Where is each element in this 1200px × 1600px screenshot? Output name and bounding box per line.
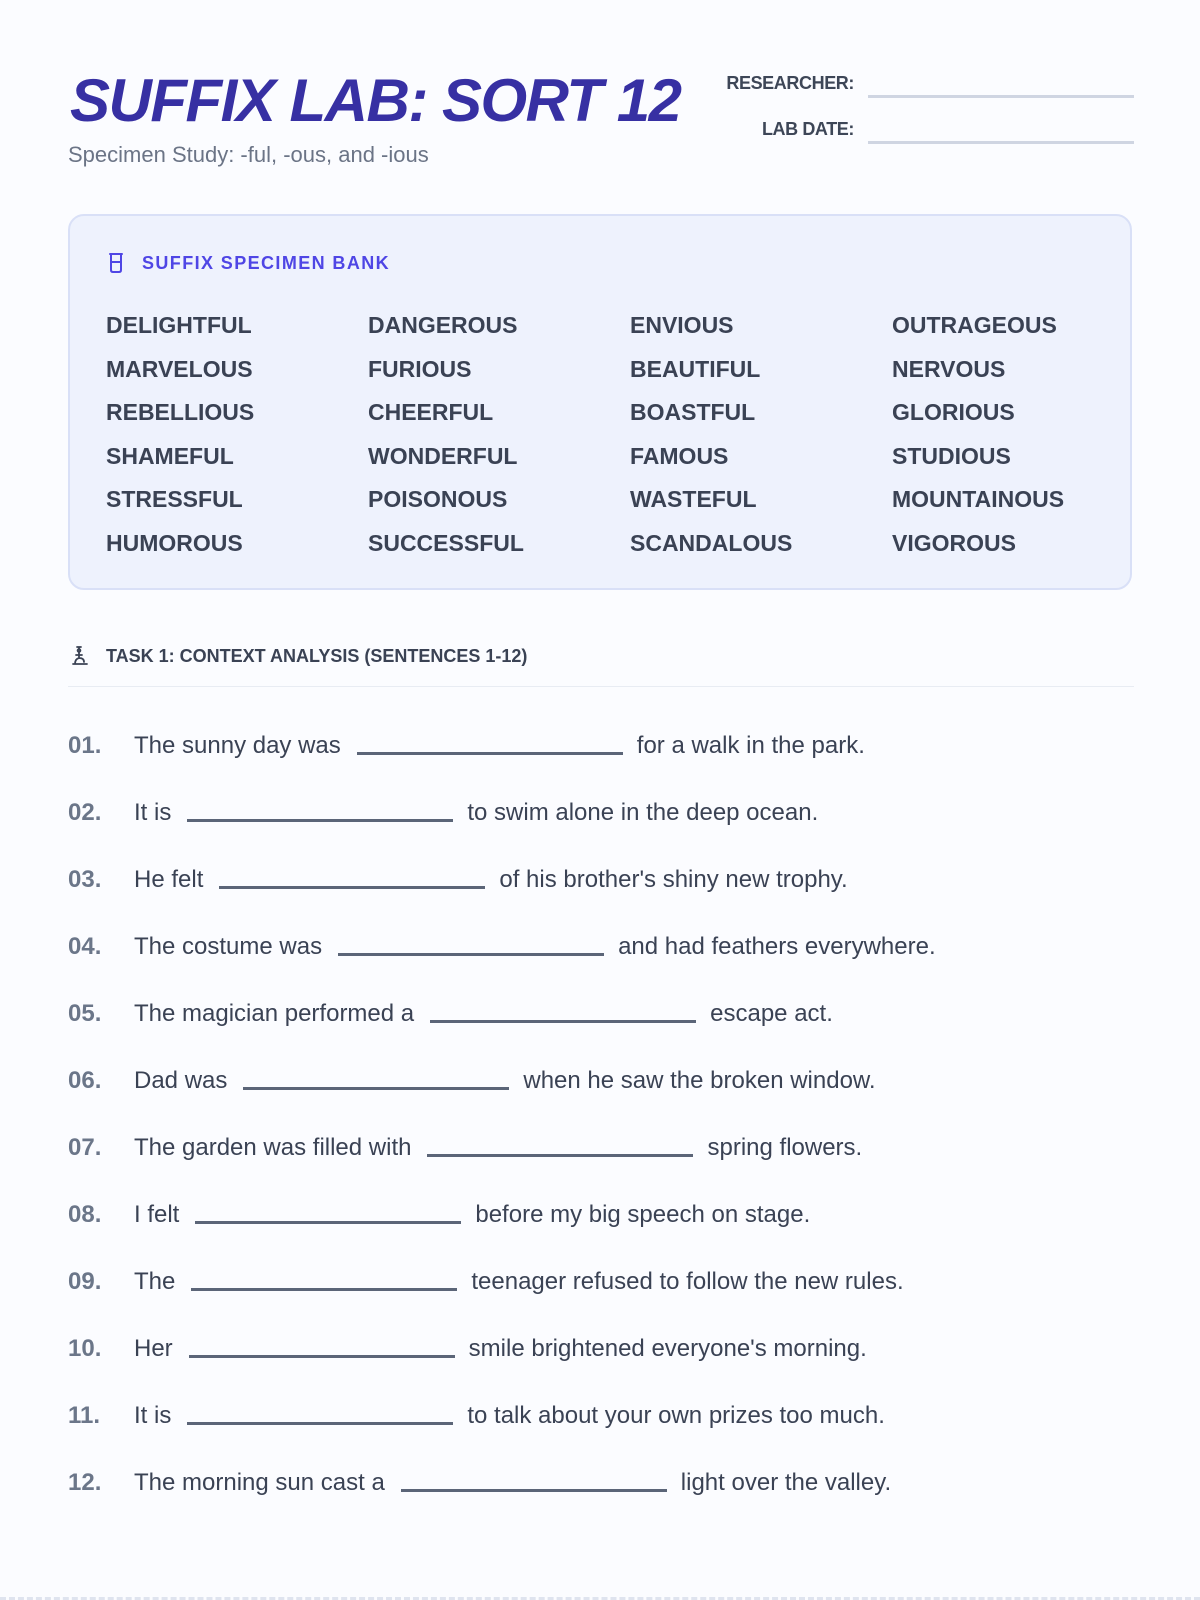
- word-bank-item: OUTRAGEOUS: [892, 312, 1057, 338]
- answer-blank[interactable]: [187, 819, 453, 822]
- word-bank-item: SUCCESSFUL: [368, 529, 524, 556]
- word-bank-item: ENVIOUS: [630, 312, 734, 338]
- sentence-text-after: before my big speech on stage.: [475, 1200, 811, 1228]
- sentence-text-before: The sunny day was: [134, 731, 341, 759]
- word-bank-item: POISONOUS: [368, 486, 508, 512]
- worksheet-page: [68, 0, 1134, 1496]
- word-bank-item: MOUNTAINOUS: [892, 486, 1065, 512]
- sentence-row: [68, 1382, 1134, 1449]
- word-bank-item: CHEERFUL: [368, 399, 494, 425]
- word-bank-item: GLORIOUS: [892, 399, 1015, 425]
- word-bank-item: BEAUTIFUL: [630, 355, 761, 382]
- sentence-text-before: Her: [134, 1334, 173, 1362]
- sentence-text-before: It is: [134, 798, 172, 826]
- sentence-text-before: It is: [134, 1401, 172, 1429]
- sentence-row: [68, 1449, 1134, 1516]
- header-fields: [714, 66, 1134, 158]
- sentence-number: 05.: [68, 999, 102, 1027]
- word-bank-item: MARVELOUS: [106, 355, 253, 382]
- sentence-list: [68, 712, 1134, 1516]
- answer-blank[interactable]: [430, 1020, 696, 1023]
- answer-blank[interactable]: [243, 1087, 509, 1090]
- sentence-text-before: The: [134, 1267, 176, 1295]
- task-header: [68, 644, 1134, 668]
- sentence-text-before: The costume was: [134, 932, 323, 960]
- sentence-row: [68, 980, 1134, 1047]
- sentence-text-after: teenager refused to follow the new rules.: [471, 1267, 904, 1295]
- word-bank-item: BOASTFUL: [630, 399, 756, 425]
- sentence-row: [68, 1047, 1134, 1114]
- sentence-number: 10.: [68, 1334, 102, 1362]
- word-bank-item: STRESSFUL: [106, 486, 243, 512]
- sentence-row: [68, 1181, 1134, 1248]
- sentence-row: [68, 913, 1134, 980]
- sentence-text-after: of his brother's shiny new trophy.: [499, 865, 848, 893]
- sentence-text-before: The morning sun cast a: [134, 1468, 385, 1496]
- word-bank-item: DELIGHTFUL: [106, 312, 252, 338]
- word-bank-item: SCANDALOUS: [630, 529, 793, 556]
- lab-date-label: LAB DATE:: [761, 119, 854, 139]
- word-bank-item: VIGOROUS: [892, 529, 1016, 556]
- sentence-number: 03.: [68, 865, 102, 893]
- lab-date-field-row: [714, 112, 1134, 146]
- researcher-field-row: [714, 66, 1134, 100]
- specimen-bank: [68, 214, 1132, 590]
- answer-blank[interactable]: [189, 1355, 455, 1358]
- answer-blank[interactable]: [357, 752, 623, 755]
- researcher-label: RESEARCHER:: [726, 73, 854, 93]
- sentence-number: 09.: [68, 1267, 102, 1295]
- word-bank-item: FURIOUS: [368, 355, 472, 382]
- sentence-text-after: and had feathers everywhere.: [618, 932, 936, 960]
- sentence-row: [68, 1114, 1134, 1181]
- sentence-row: [68, 1315, 1134, 1382]
- answer-blank[interactable]: [219, 886, 485, 889]
- sentence-number: 04.: [68, 932, 102, 960]
- sentence-number: 01.: [68, 731, 102, 759]
- sentence-row: [68, 846, 1134, 913]
- word-bank-item: REBELLIOUS: [106, 399, 255, 425]
- microscope-icon: [68, 644, 92, 668]
- lab-date-field[interactable]: [868, 141, 1134, 144]
- specimen-bank-header: [106, 252, 390, 274]
- word-bank-grid: [106, 304, 1106, 565]
- word-bank-item: WASTEFUL: [630, 486, 757, 512]
- answer-blank[interactable]: [338, 953, 604, 956]
- sentence-row: [68, 779, 1134, 846]
- word-bank-item: SHAMEFUL: [106, 442, 234, 469]
- word-bank-item: WONDERFUL: [368, 442, 518, 469]
- researcher-field[interactable]: [868, 95, 1134, 98]
- task-title: TASK 1: CONTEXT ANALYSIS (SENTENCES 1-12): [106, 645, 528, 666]
- word-bank-item: DANGEROUS: [368, 312, 518, 338]
- sentence-number: 02.: [68, 798, 102, 826]
- specimen-bank-title: SUFFIX SPECIMEN BANK: [142, 252, 391, 273]
- sentence-number: 07.: [68, 1133, 102, 1161]
- page-title: SUFFIX LAB: SORT 12: [70, 67, 681, 134]
- sentence-text-after: for a walk in the park.: [636, 731, 865, 759]
- word-bank-item: HUMOROUS: [106, 529, 243, 556]
- sentence-text-before: He felt: [134, 865, 204, 893]
- task-divider: [68, 686, 1134, 687]
- answer-blank[interactable]: [191, 1288, 457, 1291]
- sentence-text-before: The magician performed a: [134, 999, 415, 1027]
- answer-blank[interactable]: [427, 1154, 693, 1157]
- worksheet-header: [68, 0, 1134, 200]
- sentence-text-after: to talk about your own prizes too much.: [467, 1401, 885, 1429]
- sentence-text-before: I felt: [134, 1200, 180, 1228]
- sentence-text-after: smile brightened everyone's morning.: [468, 1334, 867, 1362]
- answer-blank[interactable]: [187, 1422, 453, 1425]
- sentence-number: 08.: [68, 1200, 102, 1228]
- sentence-row: [68, 712, 1134, 779]
- sentence-text-before: The garden was filled with: [134, 1133, 412, 1161]
- word-bank-item: STUDIOUS: [892, 442, 1011, 469]
- page-subtitle: Specimen Study: -ful, -ous, and -ious: [68, 142, 429, 167]
- word-bank-item: FAMOUS: [630, 442, 729, 469]
- sentence-text-after: to swim alone in the deep ocean.: [467, 798, 819, 826]
- answer-blank[interactable]: [401, 1489, 667, 1492]
- word-bank-item: NERVOUS: [892, 355, 1006, 382]
- sentence-text-after: escape act.: [710, 999, 833, 1027]
- sentence-text-after: light over the valley.: [680, 1468, 892, 1496]
- sentence-text-after: spring flowers.: [707, 1133, 863, 1161]
- sentence-number: 11.: [68, 1401, 101, 1429]
- sentence-text-before: Dad was: [134, 1066, 228, 1094]
- sentence-number: 12.: [68, 1468, 102, 1496]
- answer-blank[interactable]: [195, 1221, 461, 1224]
- beaker-icon: [106, 252, 126, 274]
- sentence-row: [68, 1248, 1134, 1315]
- sentence-number: 06.: [68, 1066, 102, 1094]
- sentence-text-after: when he saw the broken window.: [523, 1066, 876, 1094]
